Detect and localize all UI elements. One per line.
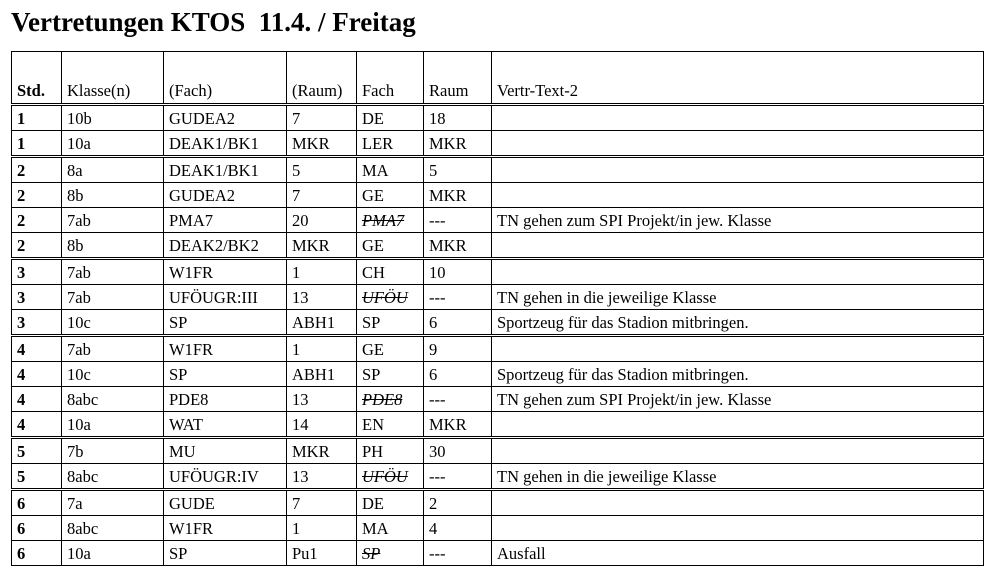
fach-alt-cell: UFÖUGR:III xyxy=(164,285,287,310)
fach-alt-cell: GUDE xyxy=(164,490,287,516)
fach-cell: MA xyxy=(357,157,424,183)
fach-cell: DE xyxy=(357,105,424,131)
raum-alt-cell: 7 xyxy=(287,183,357,208)
raum-alt-cell: ABH1 xyxy=(287,362,357,387)
raum-cell: MKR xyxy=(424,233,492,259)
fach-cell: PH xyxy=(357,438,424,464)
std-cell: 3 xyxy=(12,259,62,285)
std-cell: 1 xyxy=(12,105,62,131)
table-row xyxy=(12,233,984,259)
raum-cell: 9 xyxy=(424,336,492,362)
klasse-cell: 8b xyxy=(62,183,164,208)
fach-alt-cell: PMA7 xyxy=(164,208,287,233)
vertr-text-cell xyxy=(492,105,984,131)
header-klasse: Klasse(n) xyxy=(62,52,164,105)
std-cell: 4 xyxy=(12,412,62,438)
fach-cell: UFÖU xyxy=(357,464,424,490)
fach-alt-cell: WAT xyxy=(164,412,287,438)
fach-alt-cell: W1FR xyxy=(164,259,287,285)
fach-cell: GE xyxy=(357,183,424,208)
std-cell: 4 xyxy=(12,336,62,362)
std-cell: 5 xyxy=(12,464,62,490)
klasse-cell: 10b xyxy=(62,105,164,131)
raum-alt-cell: 20 xyxy=(287,208,357,233)
fach-alt-cell: W1FR xyxy=(164,516,287,541)
fach-alt-cell: UFÖUGR:IV xyxy=(164,464,287,490)
raum-alt-cell: 13 xyxy=(287,464,357,490)
fach-alt-cell: PDE8 xyxy=(164,387,287,412)
raum-cell: 4 xyxy=(424,516,492,541)
raum-alt-cell: 13 xyxy=(287,387,357,412)
fach-alt-cell: GUDEA2 xyxy=(164,183,287,208)
vertr-text-cell: TN gehen zum SPI Projekt/in jew. Klasse xyxy=(492,208,984,233)
raum-cell: 18 xyxy=(424,105,492,131)
header-std: Std. xyxy=(12,52,62,105)
table-row xyxy=(12,490,984,516)
raum-cell: MKR xyxy=(424,183,492,208)
table-row xyxy=(12,157,984,183)
fach-cell: SP xyxy=(357,362,424,387)
klasse-cell: 10c xyxy=(62,362,164,387)
raum-alt-cell: 13 xyxy=(287,285,357,310)
vertr-text-cell xyxy=(492,233,984,259)
table-row xyxy=(12,412,984,438)
table-row xyxy=(12,285,984,310)
raum-alt-cell: 7 xyxy=(287,490,357,516)
klasse-cell: 8abc xyxy=(62,464,164,490)
table-row xyxy=(12,310,984,336)
klasse-cell: 10a xyxy=(62,412,164,438)
vertr-text-cell: Sportzeug für das Stadion mitbringen. xyxy=(492,362,984,387)
vertr-text-cell: Sportzeug für das Stadion mitbringen. xyxy=(492,310,984,336)
klasse-cell: 10a xyxy=(62,131,164,157)
std-cell: 3 xyxy=(12,310,62,336)
header-raum-alt: (Raum) xyxy=(287,52,357,105)
fach-cell: PMA7 xyxy=(357,208,424,233)
raum-cell: 30 xyxy=(424,438,492,464)
klasse-cell: 8a xyxy=(62,157,164,183)
raum-cell: --- xyxy=(424,387,492,412)
table-row xyxy=(12,131,984,157)
std-cell: 6 xyxy=(12,490,62,516)
std-cell: 5 xyxy=(12,438,62,464)
fach-alt-cell: SP xyxy=(164,541,287,566)
std-cell: 4 xyxy=(12,387,62,412)
fach-alt-cell: MU xyxy=(164,438,287,464)
vertr-text-cell: TN gehen in die jeweilige Klasse xyxy=(492,464,984,490)
table-row xyxy=(12,208,984,233)
std-cell: 3 xyxy=(12,285,62,310)
fach-alt-cell: GUDEA2 xyxy=(164,105,287,131)
table-row xyxy=(12,387,984,412)
vertr-text-cell xyxy=(492,438,984,464)
raum-cell: 2 xyxy=(424,490,492,516)
raum-cell: 6 xyxy=(424,362,492,387)
klasse-cell: 10a xyxy=(62,541,164,566)
table-row xyxy=(12,464,984,490)
klasse-cell: 7ab xyxy=(62,208,164,233)
klasse-cell: 7a xyxy=(62,490,164,516)
vertr-text-cell xyxy=(492,183,984,208)
klasse-cell: 7ab xyxy=(62,336,164,362)
fach-cell: SP xyxy=(357,310,424,336)
table-row xyxy=(12,336,984,362)
raum-cell: 6 xyxy=(424,310,492,336)
vertr-text-cell: Ausfall xyxy=(492,541,984,566)
vertr-text-cell xyxy=(492,157,984,183)
table-header xyxy=(12,52,984,105)
std-cell: 2 xyxy=(12,208,62,233)
fach-alt-cell: W1FR xyxy=(164,336,287,362)
fach-cell: MA xyxy=(357,516,424,541)
fach-alt-cell: DEAK1/BK1 xyxy=(164,157,287,183)
fach-alt-cell: DEAK2/BK2 xyxy=(164,233,287,259)
fach-alt-cell: SP xyxy=(164,310,287,336)
raum-cell: 10 xyxy=(424,259,492,285)
std-cell: 2 xyxy=(12,157,62,183)
fach-cell: DE xyxy=(357,490,424,516)
table-row xyxy=(12,259,984,285)
raum-alt-cell: Pu1 xyxy=(287,541,357,566)
header-row xyxy=(12,52,984,105)
raum-alt-cell: MKR xyxy=(287,131,357,157)
std-cell: 2 xyxy=(12,183,62,208)
vertr-text-cell: TN gehen zum SPI Projekt/in jew. Klasse xyxy=(492,387,984,412)
raum-cell: --- xyxy=(424,208,492,233)
table-body xyxy=(12,105,984,566)
header-vertr-text: Vertr-Text-2 xyxy=(492,52,984,105)
table-row xyxy=(12,362,984,387)
klasse-cell: 10c xyxy=(62,310,164,336)
fach-cell: GE xyxy=(357,336,424,362)
std-cell: 6 xyxy=(12,516,62,541)
klasse-cell: 8b xyxy=(62,233,164,259)
table-row xyxy=(12,438,984,464)
table-row xyxy=(12,183,984,208)
vertr-text-cell xyxy=(492,516,984,541)
raum-cell: MKR xyxy=(424,412,492,438)
raum-cell: --- xyxy=(424,541,492,566)
page-title: Vertretungen KTOS 11.4. / Freitag xyxy=(11,7,416,37)
std-cell: 6 xyxy=(12,541,62,566)
header-fach-alt: (Fach) xyxy=(164,52,287,105)
header-raum: Raum xyxy=(424,52,492,105)
std-cell: 2 xyxy=(12,233,62,259)
raum-alt-cell: 5 xyxy=(287,157,357,183)
std-cell: 1 xyxy=(12,131,62,157)
table-row xyxy=(12,541,984,566)
fach-cell: SP xyxy=(357,541,424,566)
raum-cell: 5 xyxy=(424,157,492,183)
raum-cell: --- xyxy=(424,285,492,310)
std-cell: 4 xyxy=(12,362,62,387)
vertr-text-cell xyxy=(492,490,984,516)
raum-alt-cell: 1 xyxy=(287,336,357,362)
klasse-cell: 7b xyxy=(62,438,164,464)
klasse-cell: 7ab xyxy=(62,259,164,285)
vertr-text-cell xyxy=(492,412,984,438)
substitution-table xyxy=(11,51,984,566)
table-row xyxy=(12,105,984,131)
header-fach: Fach xyxy=(357,52,424,105)
raum-alt-cell: 1 xyxy=(287,259,357,285)
fach-alt-cell: DEAK1/BK1 xyxy=(164,131,287,157)
vertr-text-cell xyxy=(492,336,984,362)
raum-alt-cell: ABH1 xyxy=(287,310,357,336)
fach-cell: GE xyxy=(357,233,424,259)
klasse-cell: 8abc xyxy=(62,516,164,541)
fach-cell: EN xyxy=(357,412,424,438)
vertr-text-cell xyxy=(492,259,984,285)
fach-alt-cell: SP xyxy=(164,362,287,387)
vertr-text-cell: TN gehen in die jeweilige Klasse xyxy=(492,285,984,310)
klasse-cell: 8abc xyxy=(62,387,164,412)
fach-cell: UFÖU xyxy=(357,285,424,310)
fach-cell: LER xyxy=(357,131,424,157)
raum-alt-cell: 1 xyxy=(287,516,357,541)
vertr-text-cell xyxy=(492,131,984,157)
table-row xyxy=(12,516,984,541)
raum-alt-cell: MKR xyxy=(287,438,357,464)
raum-alt-cell: 14 xyxy=(287,412,357,438)
raum-cell: --- xyxy=(424,464,492,490)
fach-cell: CH xyxy=(357,259,424,285)
fach-cell: PDE8 xyxy=(357,387,424,412)
klasse-cell: 7ab xyxy=(62,285,164,310)
raum-alt-cell: MKR xyxy=(287,233,357,259)
raum-cell: MKR xyxy=(424,131,492,157)
raum-alt-cell: 7 xyxy=(287,105,357,131)
